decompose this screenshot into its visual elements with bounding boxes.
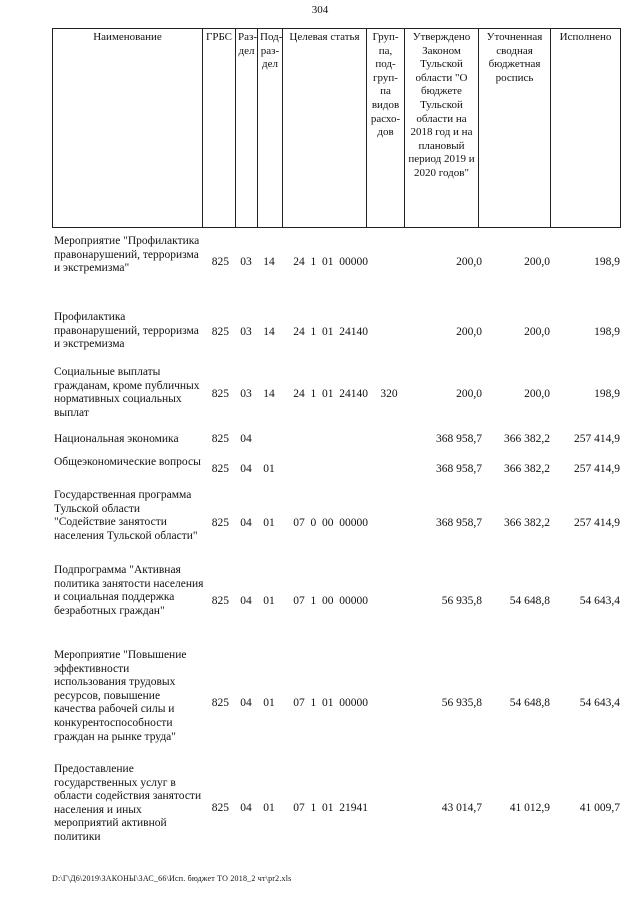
row-utch: 54 648,8 xyxy=(509,595,550,607)
row-podrazdel: 01 xyxy=(263,463,275,475)
row-podrazdel: 14 xyxy=(263,326,275,338)
row-isp: 257 414,9 xyxy=(574,517,620,529)
row-podrazdel: 14 xyxy=(263,256,275,268)
header-razdel: Раз-дел xyxy=(236,29,258,228)
row-razdel: 04 xyxy=(240,433,252,445)
row-cs: 07 1 01 21941 xyxy=(293,802,368,814)
row-grbs: 825 xyxy=(211,388,229,400)
row-cs: 07 1 01 00000 xyxy=(293,697,368,709)
row-isp: 198,9 xyxy=(594,388,620,400)
row-grbs: 825 xyxy=(211,517,229,529)
row-podrazdel: 01 xyxy=(263,595,275,607)
row-grbs: 825 xyxy=(211,463,229,475)
header-podrazdel: Под-раз-дел xyxy=(258,29,283,228)
row-name: Профилактика правонарушений, терроризма и экстремизма xyxy=(54,311,199,351)
header-utv: Утверждено Законом Тульской области "О бюджете Тульской области на 2018 год и на плановый период 2019 и 2020 годов" xyxy=(405,29,479,228)
row-utv: 200,0 xyxy=(456,256,482,268)
row-utv: 200,0 xyxy=(456,388,482,400)
row-grbs: 825 xyxy=(211,595,229,607)
row-utch: 366 382,2 xyxy=(504,433,550,445)
row-utch: 200,0 xyxy=(524,256,550,268)
row-razdel: 04 xyxy=(240,517,252,529)
header-vr: Груп-па, под-груп-па видов расхо-дов xyxy=(367,29,405,228)
row-utch: 366 382,2 xyxy=(504,517,550,529)
row-podrazdel: 14 xyxy=(263,388,275,400)
row-isp: 54 643,4 xyxy=(579,697,620,709)
row-razdel: 04 xyxy=(240,463,252,475)
header-grbs: ГРБС xyxy=(203,29,236,228)
row-isp: 54 643,4 xyxy=(579,595,620,607)
row-isp: 41 009,7 xyxy=(579,802,620,814)
row-razdel: 03 xyxy=(240,388,252,400)
row-razdel: 03 xyxy=(240,256,252,268)
row-name: Подпрограмма "Активная политика занятости населения и социальная поддержка безработных граждан" xyxy=(54,564,204,617)
row-utv: 368 958,7 xyxy=(436,463,482,475)
row-utv: 368 958,7 xyxy=(436,433,482,445)
row-utv: 200,0 xyxy=(456,326,482,338)
row-utv: 43 014,7 xyxy=(441,802,482,814)
row-grbs: 825 xyxy=(211,802,229,814)
row-name: Общеэкономические вопросы xyxy=(54,456,201,468)
row-razdel: 04 xyxy=(240,697,252,709)
row-utv: 56 935,8 xyxy=(441,697,482,709)
row-utch: 41 012,9 xyxy=(509,802,550,814)
table-header xyxy=(52,28,621,228)
row-podrazdel: 01 xyxy=(263,697,275,709)
row-isp: 257 414,9 xyxy=(574,463,620,475)
row-cs: 07 1 00 00000 xyxy=(293,595,368,607)
row-name: Мероприятие "Повышение эффективности использования трудовых ресурсов, повышение качества рабочей силы и конкурентоспособности граждан на рынке труда" xyxy=(54,649,187,743)
row-cs: 24 1 01 24140 xyxy=(293,326,368,338)
row-grbs: 825 xyxy=(211,697,229,709)
row-utch: 366 382,2 xyxy=(504,463,550,475)
row-vr: 320 xyxy=(380,388,398,400)
row-utch: 54 648,8 xyxy=(509,697,550,709)
row-isp: 257 414,9 xyxy=(574,433,620,445)
row-isp: 198,9 xyxy=(594,256,620,268)
header-name: Наименование xyxy=(53,29,203,228)
row-razdel: 04 xyxy=(240,595,252,607)
row-utch: 200,0 xyxy=(524,326,550,338)
row-isp: 198,9 xyxy=(594,326,620,338)
header-cs: Целевая статья xyxy=(283,29,367,228)
row-razdel: 03 xyxy=(240,326,252,338)
row-grbs: 825 xyxy=(211,326,229,338)
row-utv: 368 958,7 xyxy=(436,517,482,529)
row-cs: 24 1 01 00000 xyxy=(293,256,368,268)
row-name: Мероприятие "Профилактика правонарушений, терроризма и экстремизма" xyxy=(54,235,200,275)
row-cs: 24 1 01 24140 xyxy=(293,388,368,400)
row-grbs: 825 xyxy=(211,433,229,445)
row-utv: 56 935,8 xyxy=(441,595,482,607)
row-cs: 07 0 00 00000 xyxy=(293,517,368,529)
row-name: Государственная программа Тульской области "Содействие занятости населения Тульской области" xyxy=(54,489,198,542)
header-isp: Исполнено xyxy=(551,29,621,228)
row-podrazdel: 01 xyxy=(263,517,275,529)
header-utch: Уточненная сводная бюджетная роспись xyxy=(479,29,551,228)
row-name: Социальные выплаты гражданам, кроме публичных нормативных социальных выплат xyxy=(54,366,200,419)
page-number: 304 xyxy=(311,4,329,16)
row-podrazdel: 01 xyxy=(263,802,275,814)
row-name: Национальная экономика xyxy=(54,433,179,445)
row-utch: 200,0 xyxy=(524,388,550,400)
row-razdel: 04 xyxy=(240,802,252,814)
row-name: Предоставление государственных услуг в области содействия занятости населения и иных мероприятий активной политики xyxy=(54,763,202,843)
footer-file-path: D:\Г\Д6\2019\ЗАКОНЫ\ЗАС_66\Исп. бюджет ТО 2018_2 чт\pr2.xls xyxy=(52,874,292,883)
row-grbs: 825 xyxy=(211,256,229,268)
